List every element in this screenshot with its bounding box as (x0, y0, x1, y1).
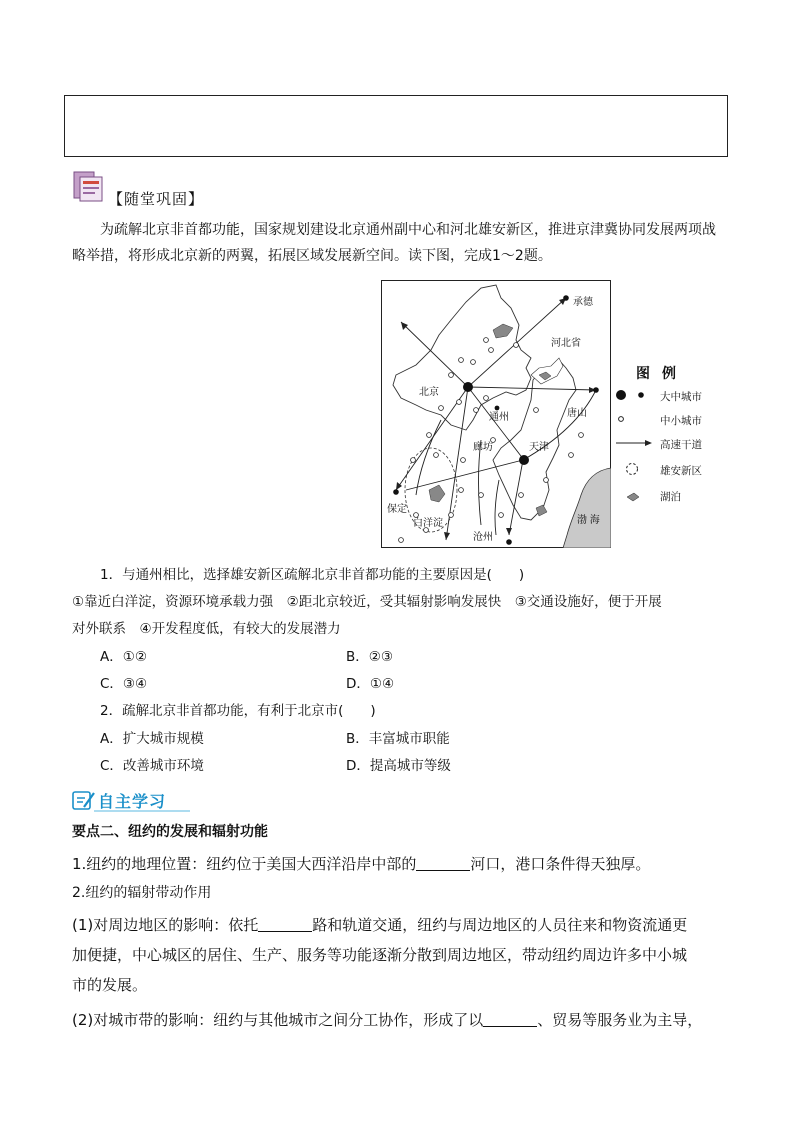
point2-line-6b: 、贸易等服务业为主导， (537, 1011, 703, 1029)
q2-choice-c[interactable]: C．改善城市环境 (100, 758, 204, 774)
legend-item-highway: 高速干道 (660, 439, 702, 451)
map-label-hebei: 河北省 (551, 338, 581, 349)
section-title: 【随堂巩固】 (108, 190, 205, 208)
point2-line-6 (72, 1005, 702, 1035)
map-label-chengde: 承德 (573, 297, 593, 308)
point2-line-6a: (2)对城市带的影响：纽约与其他城市之间分工协作，形成了以 (72, 1011, 484, 1029)
point2-line-3b: 路和轨道交通，纽约与周边地区的人员往来和物资流通更 (312, 916, 688, 934)
q2-choice-d[interactable]: D．提高城市等级 (346, 758, 451, 774)
q2-choice-b[interactable]: B．丰富城市职能 (346, 731, 450, 747)
legend-item-small-city: 中小城市 (660, 415, 702, 427)
point2-line-5: 市的发展。 (72, 976, 148, 994)
point2-line-3a: (1)对周边地区的影响：依托 (72, 916, 259, 934)
intro-line-1: 为疏解北京非首都功能，国家规划建设北京通州副中心和河北雄安新区，推进京津冀协同发展两项战 (100, 222, 716, 238)
point2-line-1a: 1.纽约的地理位置：纽约位于美国大西洋沿岸中部的 (72, 855, 417, 873)
point2-line-1 (72, 849, 650, 879)
map-label-cangzhou: 沧州 (473, 532, 493, 543)
notebook-icon (72, 170, 106, 204)
study-title: 自主学习 (98, 792, 167, 811)
legend-title: 图例 (636, 366, 688, 382)
answer-box (64, 95, 728, 157)
point2-line-4: 加便捷，中心城区的居住、生产、服务等功能逐渐分散到周边地区，带动纽约周边许多中小城 (72, 946, 688, 964)
map-label-tongzhou: 通州 (489, 412, 509, 423)
q1-choice-a[interactable]: A．①② (100, 649, 147, 665)
map-label-tianjin: 天津 (529, 442, 549, 453)
intro-line-2: 略举措，将形成北京新的两翼，拓展区域发展新空间。读下图，完成1～2题。 (72, 248, 552, 264)
q2-stem: 2．疏解北京非首都功能，有利于北京市( ) (100, 703, 376, 719)
map-label-beijing: 北京 (419, 387, 439, 398)
q1-choice-b[interactable]: B．②③ (346, 649, 393, 665)
q2-choice-a[interactable]: A．扩大城市规模 (100, 731, 204, 747)
q1-options-line-1: ①靠近白洋淀，资源环境承载力强 ②距北京较近，受其辐射影响发展快 ③交通设施好，便于开展 (72, 594, 662, 610)
map-label-langfang: 廊坊 (473, 442, 493, 453)
q1-options-line-2: 对外联系 ④开发程度低，有较大的发展潜力 (72, 621, 341, 637)
map-label-baoding: 保定 (387, 504, 407, 515)
q1-stem: 1．与通州相比，选择雄安新区疏解北京非首都功能的主要原因是( ) (100, 567, 525, 583)
map-label-bohai: 渤 海 (577, 515, 600, 526)
q1-choice-c[interactable]: C．③④ (100, 676, 148, 692)
map-label-baiyangdian: 白洋淀 (413, 518, 443, 529)
blank-3[interactable] (483, 1010, 537, 1027)
legend-item-xiongan: 雄安新区 (660, 465, 702, 477)
region-map (381, 280, 611, 548)
map-label-tangshan: 唐山 (567, 408, 587, 419)
q1-choice-d[interactable]: D．①④ (346, 676, 395, 692)
point2-heading: 要点二、纽约的发展和辐射功能 (72, 824, 268, 840)
legend-item-large-city: 大中城市 (660, 391, 702, 403)
point2-line-1b: 河口，港口条件得天独厚。 (470, 855, 651, 873)
legend-item-lake: 湖泊 (660, 491, 681, 503)
legend-symbols (614, 385, 654, 505)
point2-line-2: 2.纽约的辐射带动作用 (72, 885, 212, 901)
blank-1[interactable] (416, 854, 470, 871)
blank-2[interactable] (258, 915, 312, 932)
point2-line-3 (72, 910, 687, 940)
